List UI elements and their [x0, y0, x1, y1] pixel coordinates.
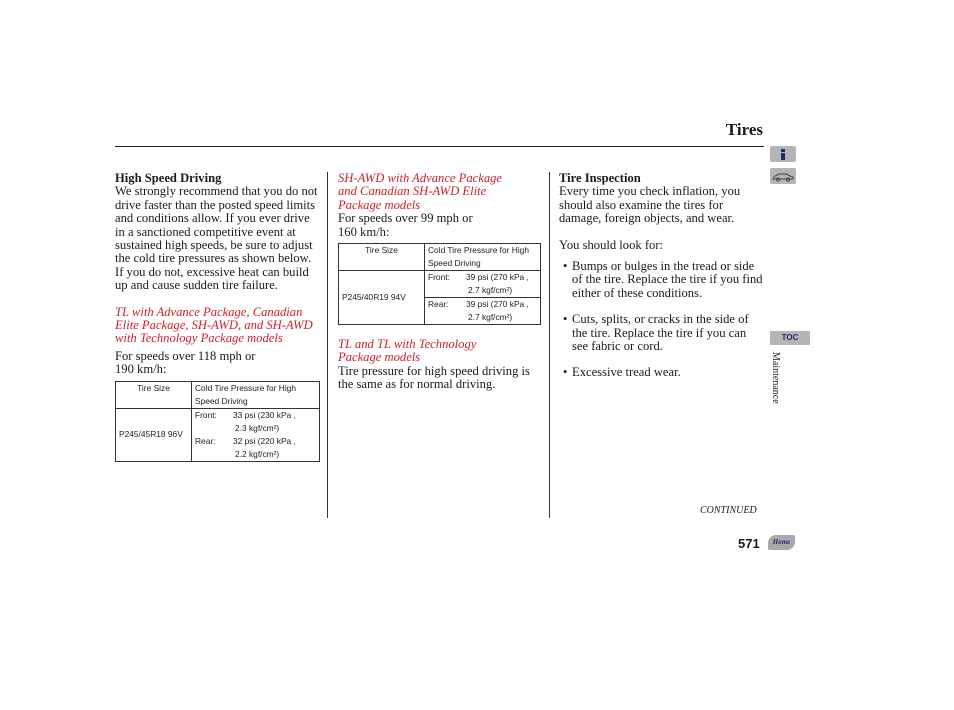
- toc-button[interactable]: TOC: [770, 331, 810, 345]
- section-tab-label: Maintenance: [770, 352, 781, 404]
- column-3: [559, 172, 763, 380]
- table-header-size: Tire Size: [116, 381, 192, 408]
- section-heading-inspection: Tire Inspection: [559, 171, 641, 185]
- list-item-text: Cuts, splits, or cracks in the side of the tire. Replace the tire if you can see fabric or cord.: [572, 312, 749, 354]
- rear-value: 32 psi (220 kPa ,: [233, 435, 296, 446]
- models-note-3: TL and TL with Technology Package models: [338, 337, 477, 365]
- normal-driving-note: Tire pressure for high speed driving is the same as for normal driving.: [338, 363, 530, 392]
- rear-value-cont: 2.2 kgf/cm²): [235, 448, 280, 459]
- continued-label: CONTINUED: [700, 505, 757, 516]
- front-label: Front:: [195, 409, 217, 420]
- rear-label: Rear:: [195, 435, 216, 446]
- table-header-size: Tire Size: [339, 244, 425, 271]
- column-divider-1: [327, 172, 328, 518]
- column-divider-2: [549, 172, 550, 518]
- home-button[interactable]: Home: [768, 535, 795, 550]
- list-item-text: Excessive tread wear.: [572, 365, 681, 380]
- bullet-icon: •: [563, 312, 568, 327]
- table-header-pressure: Cold Tire Pressure for High Speed Driving: [425, 244, 541, 271]
- pressure-cell: [192, 408, 320, 461]
- list-item: [559, 313, 763, 353]
- list-item-text: Bumps or bulges in the tread or side of the tire. Replace the tire if you find either of these conditions.: [572, 259, 763, 300]
- rear-value: 39 psi (270 kPa ,: [466, 299, 529, 310]
- car-icon-glyph: [770, 168, 796, 184]
- front-value: 39 psi (270 kPa ,: [466, 272, 529, 283]
- table-header-pressure: Cold Tire Pressure for High Speed Driving: [192, 381, 320, 408]
- tire-size-cell: P245/40R19 94V: [339, 271, 425, 325]
- tire-size-cell: P245/45R18 96V: [116, 408, 192, 461]
- front-value-cont: 2.7 kgf/cm²): [468, 285, 513, 296]
- models-note-1: TL with Advance Package, Canadian Elite Package, SH-AWD, and SH-AWD with Technology Package models: [115, 304, 313, 346]
- rear-value-cont: 2.7 kgf/cm²): [468, 312, 513, 323]
- page-number: 571: [738, 536, 760, 551]
- look-for-intro: You should look for:: [559, 237, 664, 252]
- bullet-icon: •: [563, 259, 568, 274]
- title-rule: [115, 146, 764, 147]
- front-value-cont: 2.3 kgf/cm²): [235, 422, 280, 433]
- section-heading-high-speed: High Speed Driving: [115, 171, 222, 185]
- pressure-cell-front: [425, 271, 541, 325]
- speed-note-2: For speeds over 99 mph or 160 km/h:: [338, 211, 473, 239]
- pressure-table-1: [115, 381, 320, 462]
- list-item: [559, 260, 763, 300]
- front-label: Front:: [428, 272, 450, 283]
- car-icon[interactable]: [770, 168, 796, 184]
- column-2: [338, 172, 542, 392]
- inspection-body: Every time you check inflation, you should also examine the tires for damage, foreign objects, and wear.: [559, 184, 741, 226]
- rear-label: Rear:: [428, 299, 449, 310]
- speed-note-1: For speeds over 118 mph or 190 km/h:: [115, 348, 256, 377]
- list-item: [559, 366, 763, 379]
- column-1: [115, 172, 321, 462]
- models-note-2: SH-AWD with Advance Package and Canadian SH-AWD Elite Package models: [338, 171, 503, 212]
- info-icon-glyph: [770, 146, 796, 162]
- high-speed-body: We strongly recommend that you do not drive faster than the posted speed limits and conditions allow. If you ever drive in a sanctioned competitive event at sustained high speeds, be sure to adjust the cold tire pressures as shown below. If you do not, excessive heat can build up and cause sudden tire failure.: [115, 184, 318, 293]
- bullet-icon: •: [563, 365, 568, 380]
- page-title: Tires: [725, 120, 763, 139]
- pressure-table-2: [338, 243, 541, 325]
- info-icon[interactable]: [770, 146, 796, 162]
- front-value: 33 psi (230 kPa ,: [233, 409, 296, 420]
